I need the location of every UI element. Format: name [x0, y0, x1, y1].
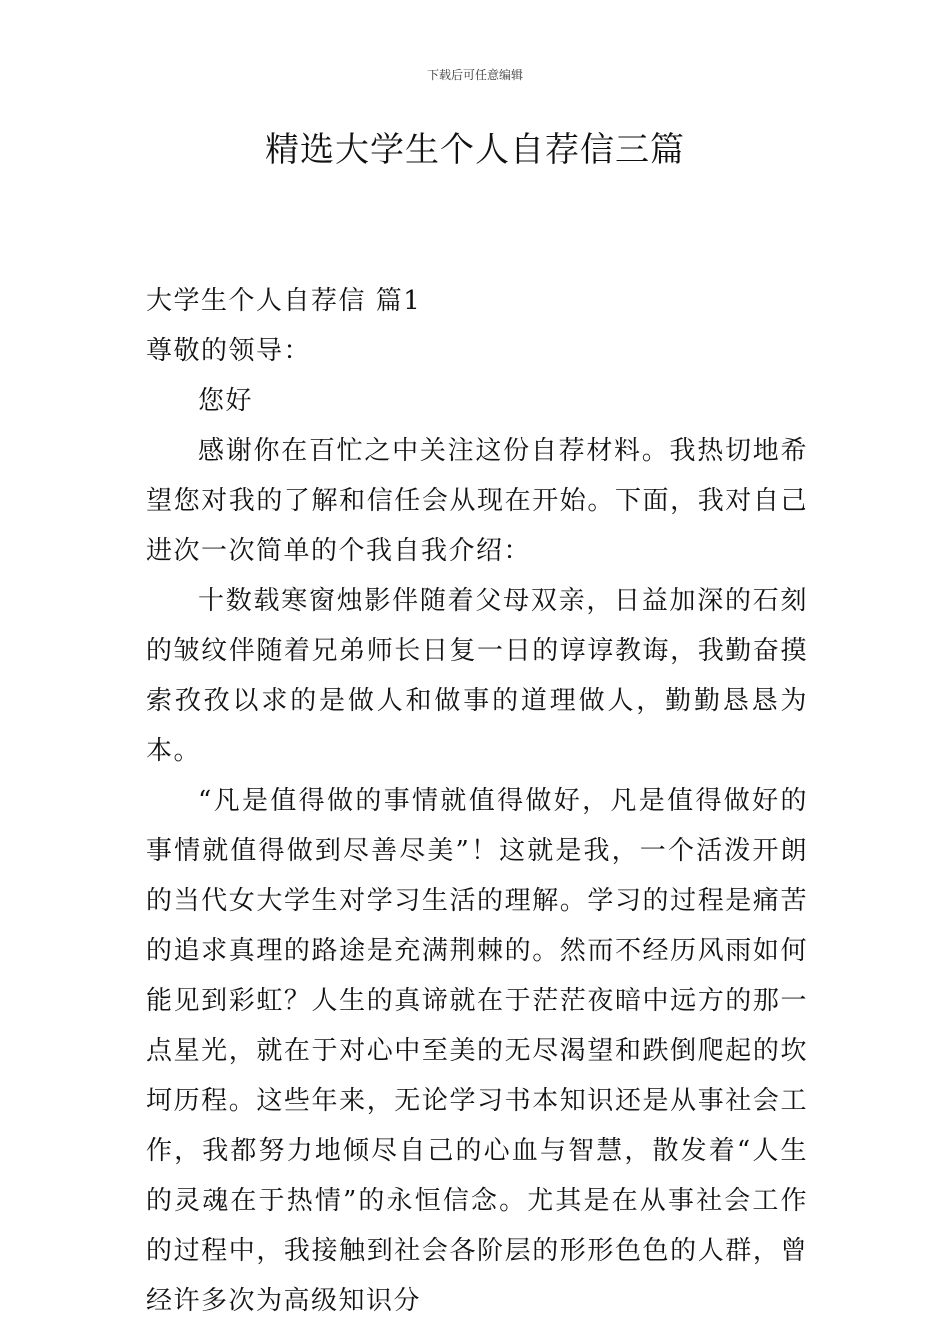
salutation: 尊敬的领导：	[146, 336, 312, 366]
section-heading: 大学生个人自荐信 篇1	[146, 286, 422, 316]
document-body	[146, 276, 808, 1326]
document-title: 精选大学生个人自荐信三篇	[265, 130, 685, 170]
greeting: 您好	[198, 386, 254, 416]
page-header-note: 下载后可任意编辑	[426, 68, 523, 82]
paragraph-intro: 感谢你在百忙之中关注这份自荐材料。我热切地希望您对我的了解和信任会从现在开始。下面，我对自己进次一次简单的个我自我介绍：	[146, 436, 808, 566]
paragraph-philosophy: “凡是值得做的事情就值得做好，凡是值得做好的事情就值得做到尽善尽美”！这就是我，一个活泼开朗的当代女大学生对学习生活的理解。学习的过程是痛苦的追求真理的路途是充满荆棘的。然而不经历风雨如何能见到彩虹？人生的真谛就在于茫茫夜暗中远方的那一点星光，就在于对心中至美的无尽渴望和跌倒爬起的坎坷历程。这些年来，无论学习书本知识还是从事社会工作，我都努力地倾尽自己的心血与智慧，散发着“人生的灵魂在于热情”的永恒信念。尤其是在从事社会工作的过程中，我接触到社会各阶层的形形色色的人群，曾经许多次为高级知识分	[146, 786, 808, 1316]
paragraph-background: 十数载寒窗烛影伴随着父母双亲，日益加深的石刻的皱纹伴随着兄弟师长日复一日的谆谆教诲，我勤奋摸索孜孜以求的是做人和做事的道理做人，勤勤恳恳为本。	[146, 586, 808, 766]
